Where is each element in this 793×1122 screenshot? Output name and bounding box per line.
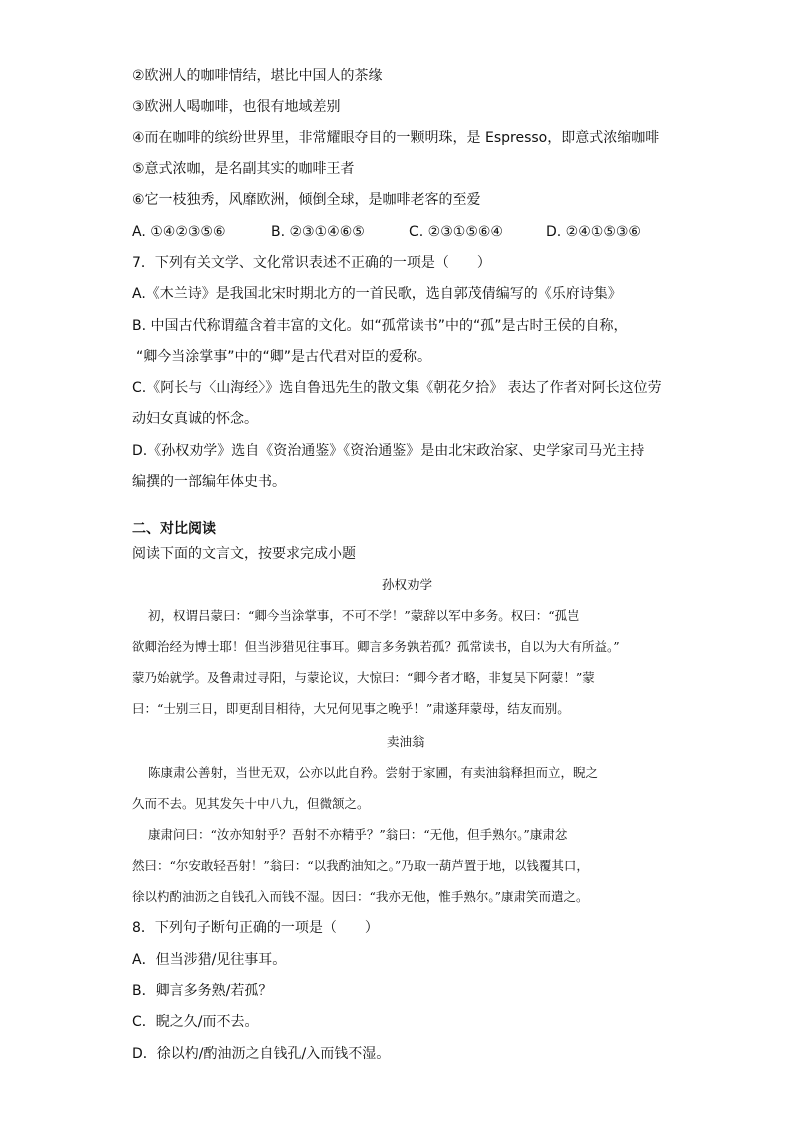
passage2-line: 然曰：“尔安敢轻吾射！”翁曰：“以我酌油知之。”乃取一葫芦置于地，以钱覆其口， <box>132 858 589 873</box>
q7-option-c-line1: C.《阿长与〈山海经〉》选自鲁迅先生的散文集《朝花夕拾》 表达了作者对阿长这位劳 <box>132 380 662 396</box>
q7-option-b-line1: B. 中国古代称谓蕴含着丰富的文化。如“孤常读书”中的“孤”是古时王侯的自称， <box>132 318 628 334</box>
sentence-item-5: ⑤意式浓咖，是名副其实的咖啡王者 <box>132 161 355 177</box>
q6-option-a: A. ①④②③⑤⑥ <box>132 224 226 240</box>
q7-option-b-line2: “卿今当涂掌事”中的“卿”是古代君对臣的爱称。 <box>136 349 432 365</box>
passage2-line: 久而不去。见其发矢十中八九，但微颔之。 <box>132 796 370 811</box>
q7-option-d-line2: 编撰的一部编年体史书。 <box>132 474 286 490</box>
sentence-item-3: ③欧洲人喝咖啡，也很有地域差别 <box>132 99 341 115</box>
q8-option-d: D．徐以杓/酌油沥之自钱孔/入而钱不湿。 <box>132 1046 391 1062</box>
q6-option-c: C. ②③①⑤⑥④ <box>409 224 503 240</box>
sentence-item-4: ④而在咖啡的缤纷世界里，非常耀眼夺目的一颗明珠，是 Espresso，即意式浓缩咖啡 <box>132 130 660 146</box>
section-heading: 二、对比阅读 <box>132 521 216 537</box>
passage1-title: 孙权劝学 <box>382 577 433 592</box>
q7-option-d-line1: D.《孙权劝学》选自《资治通鉴》《资治通鉴》是由北宋政治家、史学家司马光主持 <box>132 443 645 459</box>
q6-option-d: D. ②④①⑤③⑥ <box>546 224 641 240</box>
sentence-item-2: ②欧洲人的咖啡情结，堪比中国人的茶缘 <box>132 68 383 84</box>
passage1-line: 欲卿治经为博士耶！但当涉猎见往事耳。卿言多务孰若孤？孤常读书，自以为大有所益。” <box>132 639 620 654</box>
q8-option-c: C．睨之久/而不去。 <box>132 1014 259 1030</box>
q7-stem: 7．下列有关文学、文化常识表述不正确的一项是（ ） <box>132 255 491 271</box>
q7-option-a: A.《木兰诗》是我国北宋时期北方的一首民歌，选自郭茂倩编写的《乐府诗集》 <box>132 286 622 302</box>
passage2-title: 卖油翁 <box>387 734 425 749</box>
q8-option-a: A．但当涉猎/见往事耳。 <box>132 952 287 968</box>
section-instruction: 阅读下面的文言文，按要求完成小题 <box>132 546 356 562</box>
q8-option-b: B．卿言多务熟/若孤？ <box>132 983 273 999</box>
q8-stem: 8．下列句子断句正确的一项是（ ） <box>132 920 379 936</box>
passage2-line: 陈康肃公善射，当世无双，公亦以此自矜。尝射于家圃，有卖油翁释担而立，睨之 <box>148 765 599 780</box>
passage1-line: 曰：“士别三日，即更刮目相待，大兄何见事之晚乎！”肃遂拜蒙母，结友而别。 <box>132 701 570 716</box>
passage2-line: 徐以杓酌油沥之自钱孔入而钱不湿。因曰：“我亦无他，惟手熟尔。”康肃笑而遣之。 <box>132 889 589 904</box>
passage1-line: 初，权谓吕蒙曰：“卿今当涂掌事，不可不学！”蒙辞以军中多务。权曰：“孤岂 <box>148 608 580 623</box>
sentence-item-6: ⑥它一枝独秀，风靡欧洲，倾倒全球，是咖啡老客的至爱 <box>132 192 481 208</box>
passage1-line: 蒙乃始就学。及鲁肃过寻阳，与蒙论议，大惊曰：“卿今者才略，非复吴下阿蒙！”蒙 <box>132 670 595 685</box>
passage2-line: 康肃问曰：“汝亦知射乎？吾射不亦精乎？”翁曰：“无他，但手熟尔。”康肃忿 <box>148 827 568 842</box>
q7-option-c-line2: 动妇女真诚的怀念。 <box>132 411 258 427</box>
q6-option-b: B. ②③①④⑥⑤ <box>271 224 365 240</box>
